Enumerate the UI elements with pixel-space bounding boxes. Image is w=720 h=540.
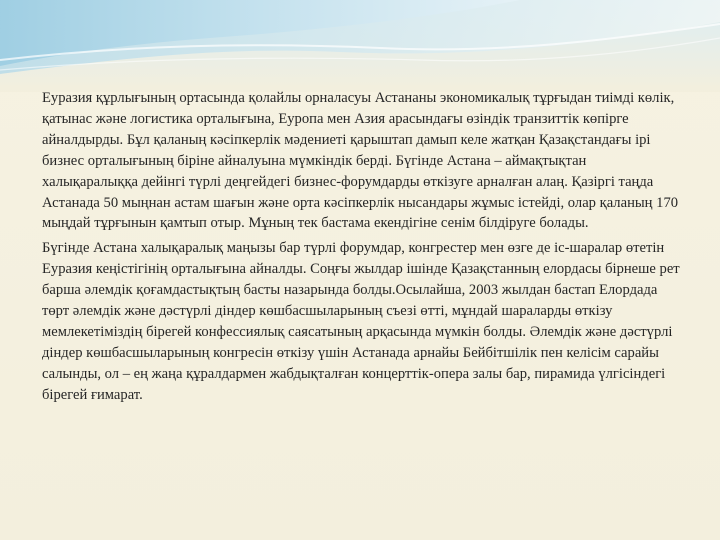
text-body (42, 88, 684, 410)
paragraph-1: Еуразия құрлығының ортасында қолайлы орналасуы Астананы экономикалық тұрғыдан тиімді көлік, қатынас және логистика орталығына, Еуропа мен Азия арасындағы өзіндік транзиттік көпірге айналдырды. Бұл қаланың кәсіпкерлік мәдениеті қарыштап дамып келе жатқан Қазақстандағы ірі бизнес орталығының біріне айналуына мүмкіндік берді. Бүгінде Астана – аймақтықтан халықаралыққа дейінгі түрлі деңгейдегі бизнес-форумдарды өткізуге арналған алаң. Қазіргі таңда Астанада 50 мыңнан астам шағын және орта кәсіпкерлік нысандары жұмыс істейді, олар қаланың 170 мыңдай тұрғынын қамтып отыр. Мұның тек бастама екендігіне сенім білдіруге болады. (42, 90, 679, 232)
top-wave-decoration (0, 0, 720, 92)
paragraph-2: Бүгінде Астана халықаралық маңызы бар түрлі форумдар, конгрестер мен өзге де іс-шаралар өтетін Еуразия кеңістігінің орталығына айналды. Соңғы жылдар ішінде Қазақстанның елордасы бірнеше рет барша әлемдік қоғамдастықтың басты назарында болды.Осылайша, 2003 жылдан бастап Елордада төрт әлемдік және дәстүрлі діндер көшбасшыларының съезі өтті, мұндай шараларды өткізу мемлекетіміздің бірегей конфессиялық саясатының арқасында мүмкін болды. Әлемдік және дәстүрлі діндер көшбасшыларының конгресін өткізу үшін Астанада арнайы Бейбітшілік пен келісім сарайы салынды, ол – ең жаңа құралдармен жабдықталған концерттік-опера залы бар, пирамида үлгісіндегі бірегей ғимарат. (42, 240, 680, 403)
